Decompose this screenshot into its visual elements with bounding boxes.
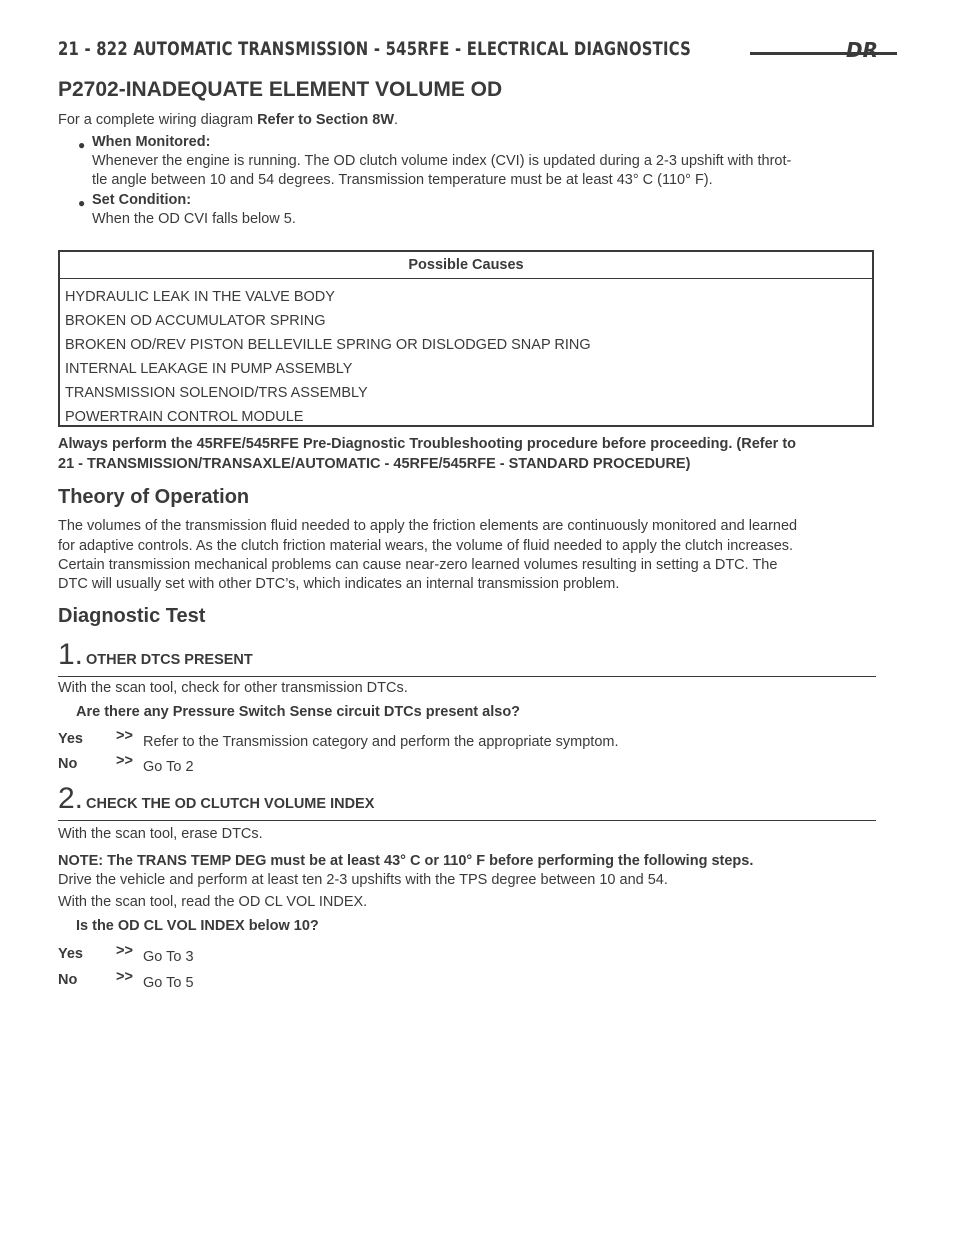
arrow-icon: >>	[116, 753, 133, 769]
yes-result: Refer to the Transmission category and perform the appropriate symptom.	[143, 734, 619, 750]
diagnostic-heading: Diagnostic Test	[58, 605, 206, 627]
arrow-icon: >>	[116, 969, 133, 985]
theory-line: for adaptive controls. As the clutch friction material wears, the volume of fluid needed to apply the clutch increases.	[58, 538, 794, 554]
no-result-link[interactable]: Go To 2	[143, 759, 194, 775]
step-text: With the scan tool, check for other transmission DTCs.	[58, 680, 408, 696]
step-note: NOTE: The TRANS TEMP DEG must be at least 43° C or 110° F before performing the following steps.	[58, 853, 754, 869]
table-row: BROKEN OD ACCUMULATOR SPRING	[65, 313, 326, 329]
step-text: With the scan tool, erase DTCs.	[58, 826, 263, 842]
step-title: OTHER DTCS PRESENT	[86, 652, 253, 668]
step-number: 2.	[58, 782, 84, 815]
no-result-link[interactable]: Go To 5	[143, 975, 194, 991]
wiring-link[interactable]: Refer to Section 8W	[257, 112, 395, 128]
answer-no: No	[58, 756, 78, 772]
wiring-prefix: For a complete wiring diagram	[58, 112, 254, 128]
theory-line: DTC will usually set with other DTC’s, which indicates an internal transmission problem.	[58, 576, 620, 592]
answer-yes: Yes	[58, 731, 83, 747]
table-header: Possible Causes	[60, 252, 872, 279]
page-header	[58, 38, 878, 66]
step-number: 1.	[58, 638, 84, 671]
bullet-text-line: Whenever the engine is running. The OD clutch volume index (CVI) is updated during a 2-3 upshift with throt-	[92, 153, 792, 169]
header-title: 21 - 822 AUTOMATIC TRANSMISSION - 545RFE - ELECTRICAL DIAGNOSTICS	[58, 38, 692, 60]
possible-causes-table	[58, 250, 874, 427]
step-2-header	[58, 782, 876, 821]
answer-no: No	[58, 972, 78, 988]
page-title: P2702-INADEQUATE ELEMENT VOLUME OD	[58, 78, 503, 101]
step-title: CHECK THE OD CLUTCH VOLUME INDEX	[86, 796, 375, 812]
step-1-header	[58, 638, 876, 677]
header-brand: DR	[845, 38, 878, 62]
procedure-note-line: 21 - TRANSMISSION/TRANSAXLE/AUTOMATIC - 45RFE/545RFE - STANDARD PROCEDURE)	[58, 456, 691, 472]
step-text: Drive the vehicle and perform at least ten 2-3 upshifts with the TPS degree between 10 and 54.	[58, 872, 668, 888]
bullet-dot-icon: ●	[78, 196, 86, 210]
theory-heading: Theory of Operation	[58, 486, 250, 508]
yes-result-link[interactable]: Go To 3	[143, 949, 194, 965]
bullet-dot-icon: ●	[78, 138, 86, 152]
wiring-line	[58, 110, 398, 130]
step-text: With the scan tool, read the OD CL VOL INDEX.	[58, 894, 368, 910]
bullet-label-monitored: When Monitored:	[92, 134, 211, 150]
bullet-text-line: tle angle between 10 and 54 degrees. Transmission temperature must be at least 43° C (110° F).	[92, 172, 713, 188]
step-question: Are there any Pressure Switch Sense circuit DTCs present also?	[76, 704, 521, 720]
bullet-label-set-condition: Set Condition:	[92, 192, 192, 208]
table-row: POWERTRAIN CONTROL MODULE	[65, 409, 304, 425]
table-row: BROKEN OD/REV PISTON BELLEVILLE SPRING OR DISLODGED SNAP RING	[65, 337, 591, 353]
table-row: HYDRAULIC LEAK IN THE VALVE BODY	[65, 289, 335, 305]
answer-yes: Yes	[58, 946, 83, 962]
wiring-suffix: .	[394, 112, 399, 128]
table-row: TRANSMISSION SOLENOID/TRS ASSEMBLY	[65, 385, 368, 401]
theory-line: Certain transmission mechanical problems can cause near-zero learned volumes resulting in setting a DTC. The	[58, 557, 778, 573]
arrow-icon: >>	[116, 728, 133, 744]
procedure-note-line: Always perform the 45RFE/545RFE Pre-Diagnostic Troubleshooting procedure before proceeding. (Refer to	[58, 436, 797, 452]
arrow-icon: >>	[116, 943, 133, 959]
table-row: INTERNAL LEAKAGE IN PUMP ASSEMBLY	[65, 361, 353, 377]
step-question: Is the OD CL VOL INDEX below 10?	[76, 918, 319, 934]
bullet-text-line: When the OD CVI falls below 5.	[92, 211, 296, 227]
theory-line: The volumes of the transmission fluid needed to apply the friction elements are continuously monitored and learned	[58, 518, 798, 534]
